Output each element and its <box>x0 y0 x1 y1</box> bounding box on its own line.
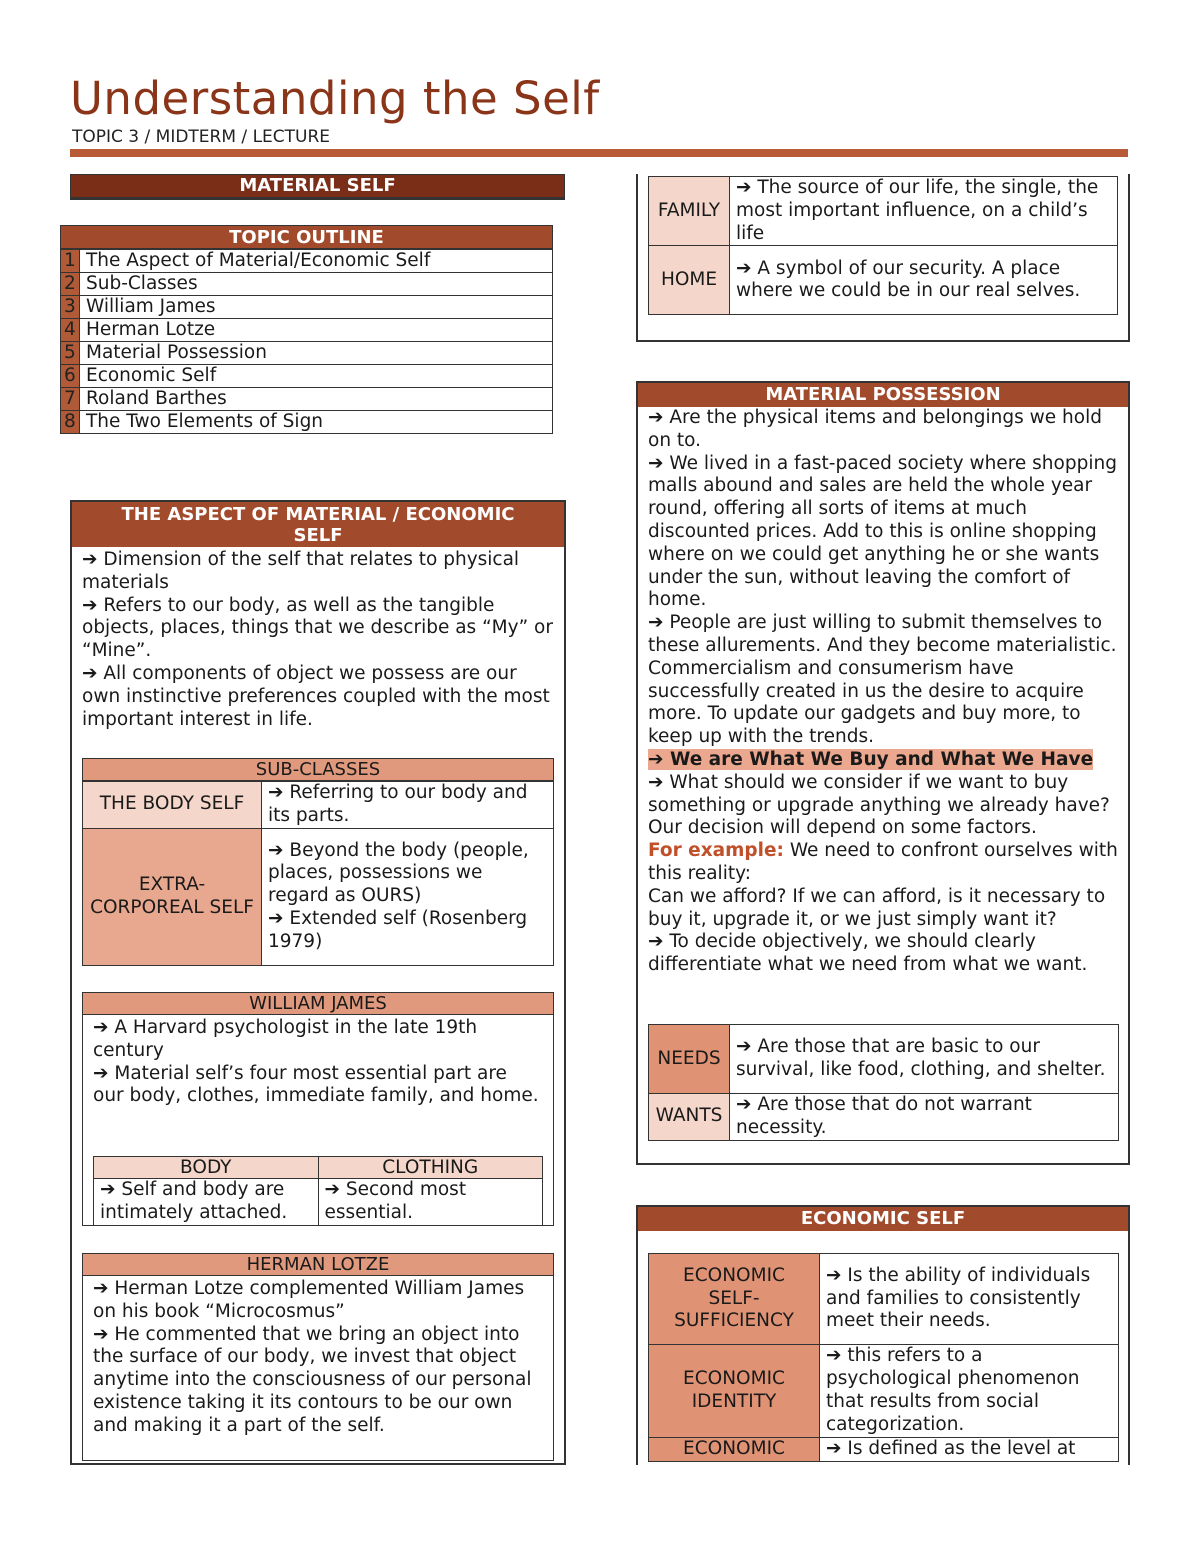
needs-label: NEEDS <box>649 1025 730 1094</box>
economic-label: ECONOMIC IDENTITY <box>649 1345 820 1438</box>
economic-self-section <box>636 1205 1130 1465</box>
outline-item-number: 5 <box>61 342 80 365</box>
subclass-desc <box>262 828 554 965</box>
body-header: BODY <box>94 1157 319 1179</box>
william-james-heading: WILLIAM JAMES <box>83 993 553 1015</box>
herman-lotze-section <box>82 1253 554 1461</box>
economic-desc: ➔ Is the ability of individuals and families to consistently meet their needs. <box>820 1254 1119 1345</box>
topic-outline-heading: TOPIC OUTLINE <box>60 225 553 249</box>
outline-item-label: Economic Self <box>80 365 553 388</box>
material-possession-heading: MATERIAL POSSESSION <box>638 383 1128 407</box>
subclasses-table <box>82 758 554 966</box>
herman-lotze-heading: HERMAN LOTZE <box>83 1254 553 1276</box>
outline-item-number: 1 <box>61 250 80 273</box>
possession-point: Can we afford? If we can afford, is it necessary to buy it, upgrade it, or we just simply want it? <box>648 885 1106 930</box>
aspect-point: ➔ Refers to our body, as well as the tangible objects, places, things that we describe as “My” or “Mine”. <box>82 594 553 662</box>
subclass-desc: ➔ Referring to our body and its parts. <box>262 782 554 829</box>
wants-desc: ➔ Are those that do not warrant necessity. <box>730 1094 1119 1141</box>
outline-item <box>61 365 553 388</box>
aspect-points <box>72 547 564 731</box>
subclass-desc-line: ➔ Beyond the body (people, places, possessions we regard as OURS) <box>268 839 529 907</box>
clothing-desc: ➔ Second most essential. <box>318 1179 543 1226</box>
outline-item <box>61 319 553 342</box>
outline-item-label: Roland Barthes <box>80 388 553 411</box>
material-possession-section <box>636 381 1130 1165</box>
home-desc: ➔ A symbol of our security. A place where we could be in our real selves. <box>730 246 1118 315</box>
economic-desc: ➔ Is defined as the level at <box>820 1438 1119 1462</box>
possession-highlight: ➔ We are What We Buy and What We Have <box>648 748 1094 770</box>
wants-label: WANTS <box>649 1094 730 1141</box>
subclass-desc-line: ➔ Extended self (Rosenberg 1979) <box>268 907 528 952</box>
topic-outline <box>60 225 553 434</box>
outline-item <box>61 296 553 319</box>
economic-desc: ➔ this refers to a psychological phenomenon that results from social categorization. <box>820 1345 1119 1438</box>
william-james-section <box>82 992 554 1226</box>
subclasses-heading: SUB-CLASSES <box>82 758 554 781</box>
possession-point: ➔ To decide objectively, we should clearly differentiate what we need from what we want. <box>648 931 1088 976</box>
aspect-heading: THE ASPECT OF MATERIAL / ECONOMIC SELF <box>72 502 564 547</box>
family-desc: ➔ The source of our life, the single, the most important influence, on a child’s life <box>730 177 1118 246</box>
james-point: ➔ Material self’s four most essential part are our body, clothes, immediate family, and home. <box>93 1062 539 1107</box>
outline-item-number: 4 <box>61 319 80 342</box>
aspect-section <box>70 500 566 1465</box>
possession-point: ➔ What should we consider if we want to buy something or upgrade anything we already have? Our decision will depend on some factors. <box>648 771 1110 839</box>
material-self-heading: MATERIAL SELF <box>70 174 565 200</box>
outline-item-number: 6 <box>61 365 80 388</box>
possession-point: ➔ We lived in a fast-paced society where shopping malls abound and sales are held the whole year round, offering all sorts of items at much discounted prices. Add to this is online shopping where on we could get anything he or she wants under the sun, without leaving the comfort of home. <box>648 452 1117 611</box>
outline-item-label: Sub-Classes <box>80 273 553 296</box>
economic-self-heading: ECONOMIC SELF <box>638 1207 1128 1231</box>
needs-wants-table <box>648 1024 1119 1141</box>
page-title: Understanding the Self <box>70 72 600 125</box>
body-desc: ➔ Self and body are intimately attached. <box>94 1179 319 1226</box>
outline-item-label: Herman Lotze <box>80 319 553 342</box>
body-clothing-table <box>93 1156 543 1226</box>
subclass-label: THE BODY SELF <box>83 782 262 829</box>
outline-item-label: The Two Elements of Sign <box>80 411 553 434</box>
possession-point: ➔ People are just willing to submit themselves to these allurements. And they become materialistic. Commercialism and consumerism have successfully created in us the desire to acquire more. To update our gadgets and buy more, to keep up with the trends. <box>648 612 1117 748</box>
possession-point: ➔ Are the physical items and belongings we hold on to. <box>648 407 1102 451</box>
family-home-section <box>636 174 1130 342</box>
family-home-table <box>648 176 1118 315</box>
topic-outline-list <box>60 249 553 434</box>
outline-item <box>61 273 553 296</box>
possession-example: For example: We need to confront ourselves with this reality: <box>648 840 1118 884</box>
economic-label: ECONOMIC SELF-SUFFICIENCY <box>649 1254 820 1345</box>
page-subtitle: TOPIC 3 / MIDTERM / LECTURE <box>72 127 331 147</box>
outline-item-number: 8 <box>61 411 80 434</box>
clothing-header: CLOTHING <box>318 1157 543 1179</box>
outline-item-number: 2 <box>61 273 80 296</box>
needs-desc: ➔ Are those that are basic to our survival, like food, clothing, and shelter. <box>730 1025 1119 1094</box>
aspect-point: ➔ Dimension of the self that relates to physical materials <box>82 549 520 593</box>
james-point: ➔ A Harvard psychologist in the late 19th century <box>93 1017 478 1061</box>
outline-item-label: The Aspect of Material/Economic Self <box>80 250 553 273</box>
aspect-point: ➔ All components of object we possess are our own instinctive preferences coupled with the most important interest in life. <box>82 662 550 730</box>
header-divider <box>70 149 1128 157</box>
outline-item <box>61 388 553 411</box>
subclass-label: EXTRA-CORPOREAL SELF <box>83 828 262 965</box>
lotze-point: ➔ He commented that we bring an object into the surface of our body, we invest that object anytime into the consciousness of our personal existence taking it its contours to be our own and making it a part of the self. <box>93 1323 532 1436</box>
lotze-point: ➔ Herman Lotze complemented William James on his book “Microcosmus” <box>93 1278 525 1322</box>
economic-self-table <box>648 1253 1119 1462</box>
economic-label: ECONOMIC <box>649 1438 820 1462</box>
outline-item-label: Material Possession <box>80 342 553 365</box>
outline-item-label: William James <box>80 296 553 319</box>
home-label: HOME <box>649 246 730 315</box>
outline-item <box>61 342 553 365</box>
outline-item-number: 3 <box>61 296 80 319</box>
outline-item <box>61 250 553 273</box>
outline-item-number: 7 <box>61 388 80 411</box>
family-label: FAMILY <box>649 177 730 246</box>
outline-item <box>61 411 553 434</box>
